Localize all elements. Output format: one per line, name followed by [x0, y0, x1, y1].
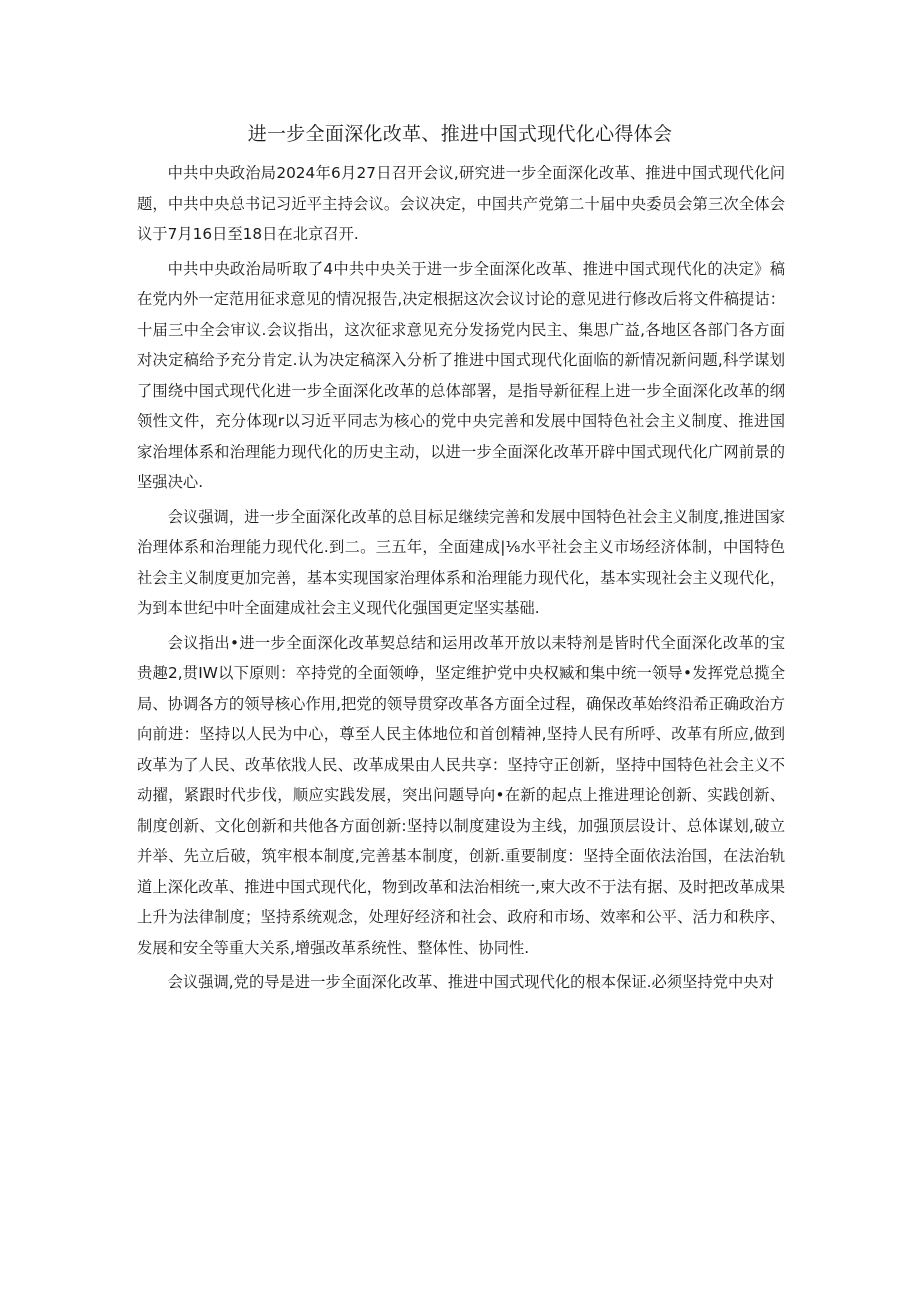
paragraph-4: 会议指出•进一步全面深化改革契总结和运用改革开放以耒特剂是皆时代全面深化改革的宝贵趣2,贯IW以下原则：卒持党的全面领峥，坚定维护党中央权臧和集中统一领导•发挥党总揽全局、协调各方的领导核心作用,把党的领导贯穿改革各方面全过程，确保改革始终沿希正确政治方向前进：坚持以人民为中心，尊至人民主体地位和首创精神,坚持人民有所呼、改革有所应,做到改革为了人民、改革依戕人民、改革成果由人民共享：坚持守正创新，坚持中国特色社会主义不动擢，紧跟时代步伐，顺应实践发展，突出问题导向•在新的起点上推进理论创新、实践创新、制度创新、文化创新和共他各方面创新:坚持以制度建设为主线，加强顶层设计、总体谋划,破立并举、先立后破，筑牢根本制度,完善基本制度，创新.重要制度：坚持全面依法治国，在法治轨道上深化改革、推进中国式现代化，物到改革和法治相统一,柬大改不于法有据、及时把改革成果上升为法律制度；坚持系统观念，处理好经济和社会、政府和市场、效率和公平、活力和秩序、发展和安全等重大关系,增强改革系统性、整体性、协同性.	[137, 633, 785, 957]
document-title: 进一步全面深化改革、推进中国式现代化心得体会	[247, 123, 673, 145]
paragraph-5: 会议强调,党的导是进一步全面深化改革、推进中国式现代化的根本保证.必须坚持党中央对	[167, 973, 774, 991]
paragraph-2: 中共中央政治局听取了4中共中央关于进一步全面深化改革、推进中国式现代化的决定》稿在党内外一定范用征求意见的情况报告,决定根据这次会议讨论的意见进行修改后将文件稿提诂：十届三中全会审议.会议指出，这次征求意见充分发扬党内民主、集思广益,各地区各部门各方面对决定稿给予充分肯定.认为决定稿深入分析了推进中国式现代化面临的新情况新问题,科学谋划了围绕中国式现代化进一步全面深化改革的总体部署，是指导新征程上进一步全面深化改革的纲领性文件，充分体现r以习近平同志为核心的党中央完善和发展中国特色社会主义制度、推进国家治埋体系和治理能力现代化的历史主动，以进一步全面深化改革开辟中国式现代化广网前景的坚强决心.	[137, 259, 785, 491]
paragraph-1: 中共中央政治局2024年6月27日召开会议,研究进一步全面深化改革、推进中国式现代化问题，中共中央总书记习近平主持会议。会议决定，中国共产党第二十届中央委员会第三次全体会议于7月16日至18日在北京召开.	[137, 164, 785, 243]
document-body	[137, 158, 785, 1002]
paragraph-3: 会议强调，进一步全面深化改革的总目标足继续完善和发展中国特色社会主义制度,推进国家治理体系和治理能力现代化.到二。三五年，全面建成|⅛水平社会主义市场经济体制，中国特色社会主义制度更加完善，基本实现国家治理体系和治理能力现代化，基本实现社会主义现代化，为到本世纪中叶全面建成社会主义现代化强国更定坚实基础.	[137, 507, 785, 617]
